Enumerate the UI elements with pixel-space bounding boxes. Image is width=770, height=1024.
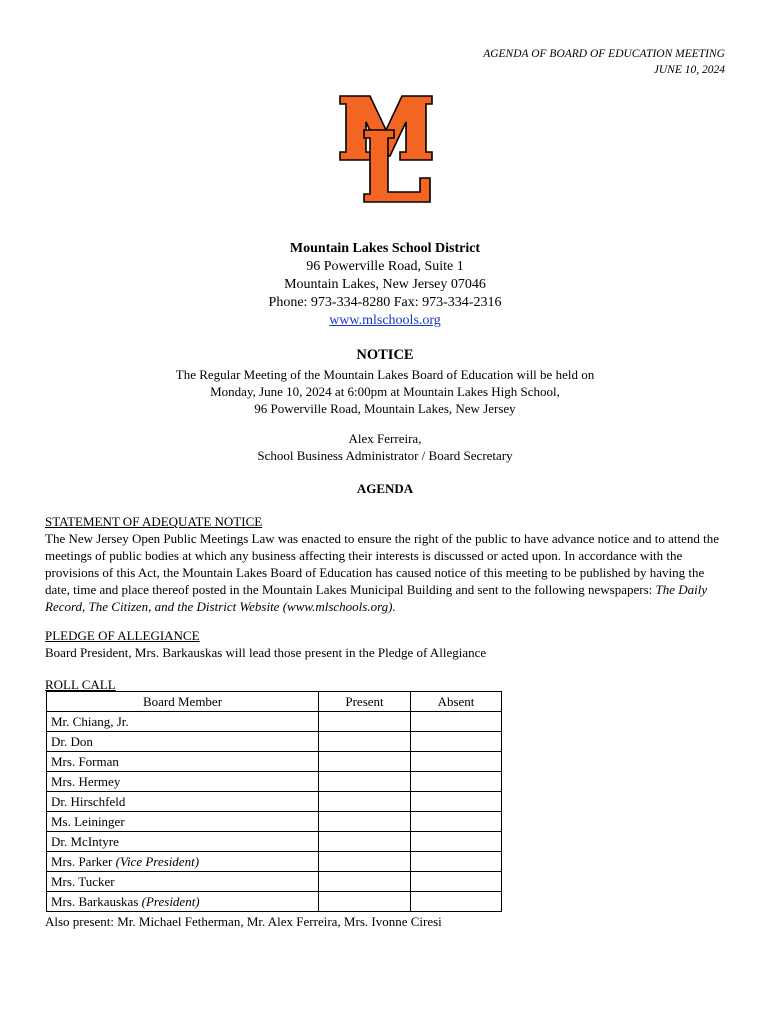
header-date: JUNE 10, 2024 xyxy=(653,64,725,76)
table-row xyxy=(47,712,502,732)
notice-text xyxy=(0,366,770,417)
pledge-body: Board President, Mrs. Barkauskas will lead those present in the Pledge of Allegiance xyxy=(45,645,487,660)
absent-cell xyxy=(411,872,502,892)
board-member-name: Mrs. Hermey xyxy=(51,773,121,789)
absent-cell xyxy=(411,812,502,832)
pledge-title: PLEDGE OF ALLEGIANCE xyxy=(45,628,200,643)
board-member-name: Mrs. Barkauskas xyxy=(51,893,139,909)
header-title: AGENDA OF BOARD OF EDUCATION MEETING xyxy=(483,48,725,60)
board-member-name: Mr. Chiang, Jr. xyxy=(51,713,129,729)
district-name: Mountain Lakes School District xyxy=(289,241,481,256)
adequate-notice-body xyxy=(45,530,725,615)
column-header-absent: Absent xyxy=(411,692,502,712)
notice-line-2: Monday, June 10, 2024 at 6:00pm at Mountain Lakes High School, xyxy=(210,384,560,399)
notice-signer xyxy=(0,430,770,464)
board-member-cell xyxy=(47,772,319,792)
notice-line-1: The Regular Meeting of the Mountain Lakes Board of Education will be held on xyxy=(175,367,595,382)
present-cell xyxy=(319,712,411,732)
board-member-name: Mrs. Forman xyxy=(51,753,119,769)
absent-cell xyxy=(411,892,502,912)
adequate-notice-title: STATEMENT OF ADEQUATE NOTICE xyxy=(45,514,263,529)
signer-title: School Business Administrator / Board Secretary xyxy=(257,448,513,463)
table-header-row xyxy=(47,692,502,712)
board-member-cell xyxy=(47,852,319,872)
document-header xyxy=(483,46,725,78)
pledge-section xyxy=(45,627,725,661)
notice-heading: NOTICE xyxy=(356,347,414,363)
board-member-name: Ms. Leininger xyxy=(51,813,125,829)
table-row xyxy=(47,852,502,872)
board-member-cell xyxy=(47,872,319,892)
board-member-name: Mrs. Parker xyxy=(51,853,113,869)
district-logo xyxy=(336,94,444,204)
absent-cell xyxy=(411,792,502,812)
present-cell xyxy=(319,792,411,812)
board-member-name: Dr. Don xyxy=(51,733,93,749)
table-row xyxy=(47,752,502,772)
adequate-notice-text: The New Jersey Open Public Meetings Law was enacted to ensure the right of the public to have advance notice and to attend the meetings of public bodies at which any business affecting their interests is discussed or acted upon. In accordance with the provisions of this Act, the Mountain Lakes Board of Education has caused notice of this meeting to be published by having the date, time and place thereof posted in the Mountain Lakes Municipal Building and sent to the following newspapers: xyxy=(45,531,719,597)
board-member-cell xyxy=(47,732,319,752)
present-cell xyxy=(319,752,411,772)
column-header-board-member: Board Member xyxy=(47,692,319,712)
absent-cell xyxy=(411,772,502,792)
present-cell xyxy=(319,832,411,852)
absent-cell xyxy=(411,832,502,852)
absent-cell xyxy=(411,752,502,772)
board-member-cell xyxy=(47,712,319,732)
district-phone-fax: Phone: 973-334-8280 Fax: 973-334-2316 xyxy=(268,295,502,310)
board-member-role: (Vice President) xyxy=(115,853,200,869)
table-row xyxy=(47,792,502,812)
table-row xyxy=(47,812,502,832)
absent-cell xyxy=(411,852,502,872)
board-member-cell xyxy=(47,832,319,852)
table-row xyxy=(47,732,502,752)
board-member-name: Dr. Hirschfeld xyxy=(51,793,126,809)
district-website-link[interactable]: www.mlschools.org xyxy=(329,313,441,328)
table-row xyxy=(47,892,502,912)
adequate-notice-publications: The Daily Record, The Citizen, and the District Website (www.mlschools.org). xyxy=(45,582,708,614)
absent-cell xyxy=(411,712,502,732)
also-present: Also present: Mr. Michael Fetherman, Mr. Alex Ferreira, Mrs. Ivonne Ciresi xyxy=(45,914,442,929)
absent-cell xyxy=(411,732,502,752)
signer-name: Alex Ferreira, xyxy=(348,431,422,446)
present-cell xyxy=(319,872,411,892)
table-row xyxy=(47,872,502,892)
board-member-cell xyxy=(47,752,319,772)
board-member-cell xyxy=(47,892,319,912)
present-cell xyxy=(319,732,411,752)
table-row xyxy=(47,832,502,852)
table-row xyxy=(47,772,502,792)
board-member-cell xyxy=(47,812,319,832)
present-cell xyxy=(319,852,411,872)
present-cell xyxy=(319,812,411,832)
district-info xyxy=(0,240,770,330)
roll-call-title: ROLL CALL xyxy=(45,677,116,692)
board-member-role: (President) xyxy=(141,893,200,909)
adequate-notice-section xyxy=(45,513,725,615)
notice-line-3: 96 Powerville Road, Mountain Lakes, New Jersey xyxy=(254,401,516,416)
column-header-present: Present xyxy=(319,692,411,712)
roll-call-table xyxy=(46,691,502,912)
board-member-cell xyxy=(47,792,319,812)
district-address-line2: Mountain Lakes, New Jersey 07046 xyxy=(284,277,486,292)
board-member-name: Mrs. Tucker xyxy=(51,873,115,889)
agenda-heading: AGENDA xyxy=(356,481,414,496)
roll-call-rows xyxy=(47,712,502,912)
district-address-line1: 96 Powerville Road, Suite 1 xyxy=(306,259,464,274)
present-cell xyxy=(319,772,411,792)
board-member-name: Dr. McIntyre xyxy=(51,833,119,849)
present-cell xyxy=(319,892,411,912)
